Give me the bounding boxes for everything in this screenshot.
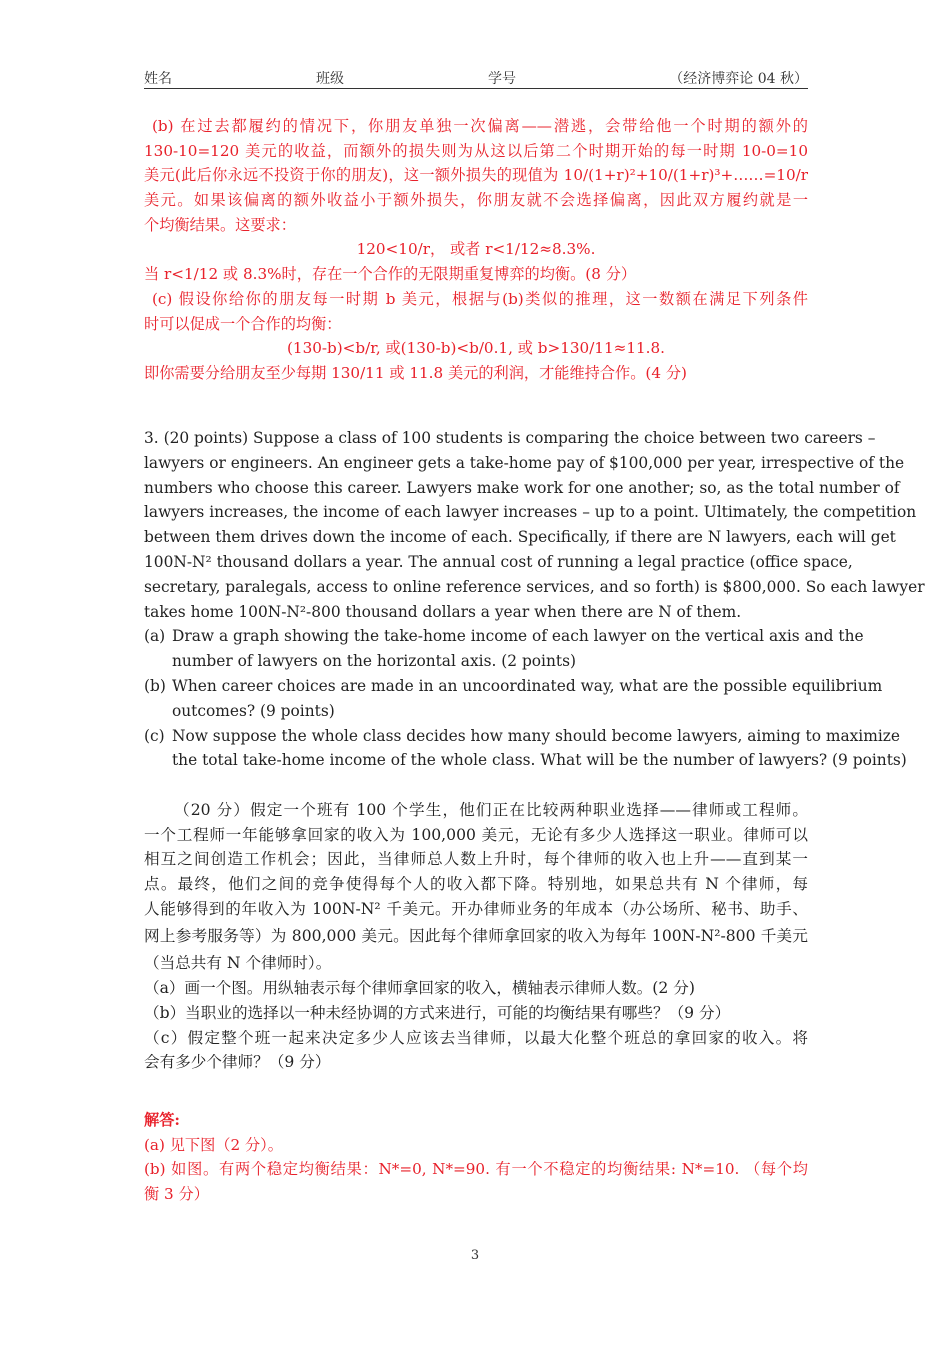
q3-en-part-b xyxy=(144,674,883,724)
q3-cn-line: 相互之间创造工作机会；因此，当律师总人数上升时，每个律师的收入也上升——直到某一 xyxy=(144,850,808,869)
q3-cn-line: 点。最终，他们之间的竞争使得每个人的收入都下降。特别地，如果总共有 N 个律师，每 xyxy=(144,875,808,894)
q2-answer-section xyxy=(144,114,808,386)
q3-en-part-a xyxy=(144,624,864,674)
q3-en-line: secretary, paralegals, access to online reference services, and so forth) is $800,000. So each lawyer xyxy=(144,577,925,596)
q3-en-line: 3. (20 points) Suppose a class of 100 students is comparing the choice between two careers – xyxy=(144,429,876,447)
q3-en-part-line: Draw a graph showing the take-home income of each lawyer on the vertical axis and the xyxy=(172,627,864,646)
header-course-title: （经济博弈论 04 秋） xyxy=(669,71,808,87)
page-header xyxy=(144,66,808,89)
q3-en-part-line: outcomes? (9 points) xyxy=(172,701,335,720)
q2b-line: 美元(此后你永远不投资于你的朋友)，这一额外损失的现值为 10/(1+r)²+10/(1+r)³+……=10/r xyxy=(144,166,808,185)
page-number: 3 xyxy=(470,1248,480,1263)
q2b-formula: 120<10/r， 或者 r<1/12≈8.3%. xyxy=(356,240,596,259)
q3-en-part-line: number of lawyers on the horizontal axis. (2 points) xyxy=(172,652,576,671)
q3-chinese-section xyxy=(144,798,808,1075)
header-name-label: 姓名 xyxy=(144,71,172,87)
header-student-id-label: 学号 xyxy=(488,71,516,87)
q3-en-line: lawyers or engineers. An engineer gets a take-home pay of $100,000 per year, irrespective of the xyxy=(144,453,905,472)
q2b-conclusion: 当 r<1/12 或 8.3%时，存在一个合作的无限期重复博弈的均衡。(8 分） xyxy=(144,265,637,284)
q3-cn-line: （a）画一个图。用纵轴表示每个律师拿回家的收入，横轴表示律师人数。(2 分) xyxy=(144,979,695,998)
q2b-line: 美元。如果该偏离的额外收益小于额外损失，你朋友就不会选择偏离，因此双方履约就是一 xyxy=(144,191,808,210)
q3-en-part-c xyxy=(144,724,907,774)
answer-title: 解答: xyxy=(144,1111,180,1129)
q3-en-line: 100N-N² thousand dollars a year. The annual cost of running a legal practice (office space, xyxy=(144,552,853,571)
answer-b-line: (b) 如图。有两个稳定均衡结果：N*=0, N*=90. 有一个不稳定的均衡结果: N*=10. （每个均 xyxy=(144,1160,808,1179)
q3-cn-line: （当总共有 N 个律师时）。 xyxy=(144,954,332,973)
q3-cn-line: 会有多少个律师？（9 分） xyxy=(144,1053,331,1072)
answer-b-line: 衡 3 分） xyxy=(144,1185,209,1204)
q2c-formula: (130-b)<b/r, 或(130-b)<b/0.1, 或 b>130/11≈11.8. xyxy=(286,339,666,358)
q2b-line: 130-10=120 美元的收益，而额外的损失则为从这以后第二个时期开始的每一时期 10-0=10 xyxy=(144,141,808,160)
q3-cn-line: （c）假定整个班一起来决定多少人应该去当律师，以最大化整个班总的拿回家的收入。将 xyxy=(144,1028,808,1047)
q2b-line: (b) 在过去都履约的情况下，你朋友单独一次偏离——潜逃，会带给他一个时期的额外的 xyxy=(152,117,808,135)
q3-en-part-line: the total take-home income of the whole class. What will be the number of lawyers? (9 points) xyxy=(172,751,907,770)
q2c-line: 时可以促成一个合作的均衡： xyxy=(144,314,342,333)
q3-en-part-line: When career choices are made in an uncoordinated way, what are the possible equilibrium xyxy=(172,676,883,695)
q3-en-line: lawyers increases, the income of each lawyer increases – up to a point. Ultimately, the competition xyxy=(144,503,917,522)
q2c-line: (c) 假设你给你的朋友每一时期 b 美元，根据与(b)类似的推理，这一数额在满足下列条件 xyxy=(152,289,808,308)
q3-en-part-line: Now suppose the whole class decides how many should become lawyers, aiming to maximize xyxy=(172,726,900,745)
q2b-line: 个均衡结果。这要求： xyxy=(144,215,296,234)
q3-cn-line: 网上参考服务等）为 800,000 美元。因此每个律师拿回家的收入为每年 100N-N²-800 千美元 xyxy=(144,927,808,946)
q3-en-line: numbers who choose this career. Lawyers make work for one another; so, as the total number of xyxy=(144,478,900,497)
q3-cn-line: 人能够得到的年收入为 100N-N² 千美元。开办律师业务的年成本（办公场所、秘书、助手、 xyxy=(144,899,808,918)
q3-en-part-label: (a) xyxy=(144,627,166,646)
q3-en-line: takes home 100N-N²-800 thousand dollars a year when there are N of them. xyxy=(144,602,742,621)
q3-en-line: between them drives down the income of each. Specifically, if there are N lawyers, each will get xyxy=(144,528,896,547)
q3-en-part-label: (c) xyxy=(144,726,165,745)
q3-en-part-label: (b) xyxy=(144,676,166,695)
q3-cn-line: （20 分）假定一个班有 100 个学生，他们正在比较两种职业选择——律师或工程师。 xyxy=(174,801,808,819)
q2c-conclusion: 即你需要分给朋友至少每期 130/11 或 11.8 美元的利润，才能维持合作。(4 分) xyxy=(144,363,687,382)
answer-a: (a) 见下图（2 分）。 xyxy=(144,1135,283,1154)
q3-cn-line: （b）当职业的选择以一种未经协调的方式来进行，可能的均衡结果有哪些？（9 分） xyxy=(144,1003,731,1022)
q3-answer-section xyxy=(144,1108,808,1207)
header-class-label: 班级 xyxy=(316,71,344,87)
q3-cn-line: 一个工程师一年能够拿回家的收入为 100,000 美元，无论有多少人选择这一职业。律师可以 xyxy=(144,825,808,844)
q3-english-section xyxy=(144,426,925,773)
